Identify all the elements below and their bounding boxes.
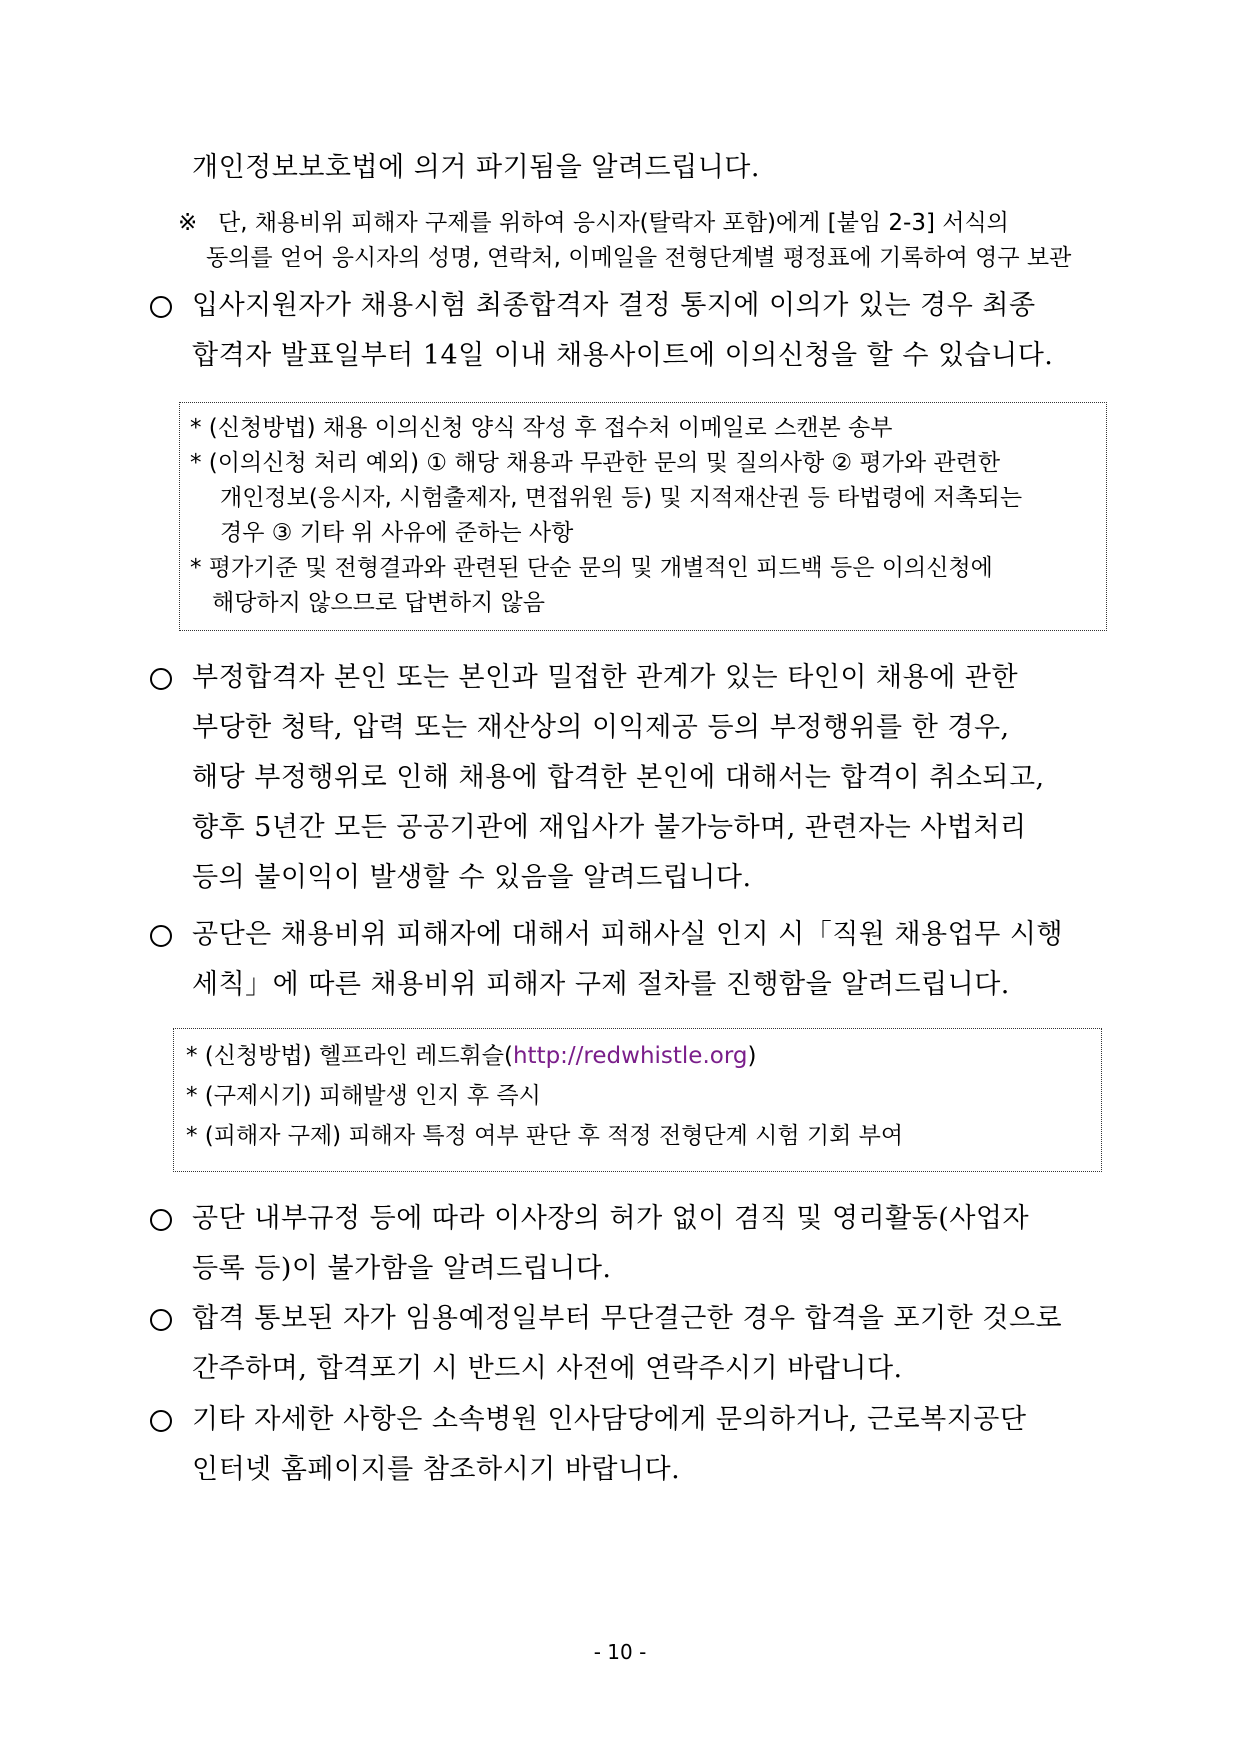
circle-bullet-icon <box>150 925 172 947</box>
section-4-line-1: 공단 내부규정 등에 따라 이사장의 허가 없이 겸직 및 영리활동(사업자 <box>192 1203 1030 1234</box>
section-2-line-2: 부당한 청탁, 압력 또는 재산상의 이익제공 등의 부정행위를 한 경우, <box>192 712 1010 743</box>
box2-line-3: * (피해자 구제) 피해자 특정 여부 판단 후 적정 전형단계 시험 기회 부여 <box>186 1123 904 1149</box>
section-2-line-3: 해당 부정행위로 인해 채용에 합격한 본인에 대해서는 합격이 취소되고, <box>192 762 1045 793</box>
circle-bullet-icon <box>150 1209 172 1231</box>
circle-bullet-icon <box>150 296 172 318</box>
box2-line-2: * (구제시기) 피해발생 인지 후 즉시 <box>186 1083 541 1109</box>
section-1-line-1: 입사지원자가 채용시험 최종합격자 결정 통지에 이의가 있는 경우 최종 <box>192 290 1036 321</box>
redwhistle-link[interactable]: http://redwhistle.org <box>512 1043 748 1069</box>
box2-line-1-prefix: * (신청방법) 헬프라인 레드휘슬( <box>186 1043 513 1069</box>
box1-line-5: * 평가기준 및 전형결과와 관련된 단순 문의 및 개별적인 피드백 등은 이의신청에 <box>190 555 993 581</box>
circle-bullet-icon <box>150 668 172 690</box>
note-line-2: 동의를 얻어 응시자의 성명, 연락처, 이메일을 전형단계별 평정표에 기록하여 영구 보관 <box>206 245 1072 271</box>
box1-line-2: * (이의신청 처리 예외) ① 해당 채용과 무관한 문의 및 질의사항 ② 평가와 관련한 <box>190 450 1001 476</box>
appeal-info-box <box>179 402 1107 631</box>
section-6-line-1: 기타 자세한 사항은 소속병원 인사담당에게 문의하거나, 근로복지공단 <box>192 1404 1027 1435</box>
note-mark: ※ <box>178 210 198 236</box>
relief-info-box <box>173 1028 1102 1172</box>
section-4-line-2: 등록 등)이 불가함을 알려드립니다. <box>192 1253 612 1284</box>
section-5-line-1: 합격 통보된 자가 임용예정일부터 무단결근한 경우 합격을 포기한 것으로 <box>192 1303 1063 1334</box>
section-3-line-1: 공단은 채용비위 피해자에 대해서 피해사실 인지 시「직원 채용업무 시행 <box>192 919 1064 950</box>
note-line-1: 단, 채용비위 피해자 구제를 위하여 응시자(탈락자 포함)에게 [붙임 2-3] 서식의 <box>218 210 1009 236</box>
box2-line-1 <box>186 1041 756 1071</box>
circle-bullet-icon <box>150 1309 172 1331</box>
box1-line-4: 경우 ③ 기타 위 사유에 준하는 사항 <box>220 520 574 546</box>
section-3-line-2: 세칙」에 따른 채용비위 피해자 구제 절차를 진행함을 알려드립니다. <box>192 969 1010 1000</box>
section-2-line-5: 등의 불이익이 발생할 수 있음을 알려드립니다. <box>192 862 752 893</box>
section-6-line-2: 인터넷 홈페이지를 참조하시기 바랍니다. <box>192 1454 681 1485</box>
section-1-line-2: 합격자 발표일부터 14일 이내 채용사이트에 이의신청을 할 수 있습니다. <box>192 340 1054 371</box>
intro-line: 개인정보보호법에 의거 파기됨을 알려드립니다. <box>192 152 760 183</box>
box1-line-1: * (신청방법) 채용 이의신청 양식 작성 후 접수처 이메일로 스캔본 송부 <box>190 415 893 441</box>
circle-bullet-icon <box>150 1410 172 1432</box>
box1-line-3: 개인정보(응시자, 시험출제자, 면접위원 등) 및 지적재산권 등 타법령에 저촉되는 <box>220 485 1023 511</box>
section-5-line-2: 간주하며, 합격포기 시 반드시 사전에 연락주시기 바랍니다. <box>192 1353 903 1384</box>
section-2-line-4: 향후 5년간 모든 공공기관에 재입사가 불가능하며, 관련자는 사법처리 <box>192 812 1027 843</box>
box1-line-6: 해당하지 않으므로 답변하지 않음 <box>212 590 545 616</box>
section-2-line-1: 부정합격자 본인 또는 본인과 밀접한 관계가 있는 타인이 채용에 관한 <box>192 662 1019 693</box>
page-number: - 10 - <box>593 1640 647 1664</box>
box2-line-1-suffix: ) <box>747 1043 757 1069</box>
